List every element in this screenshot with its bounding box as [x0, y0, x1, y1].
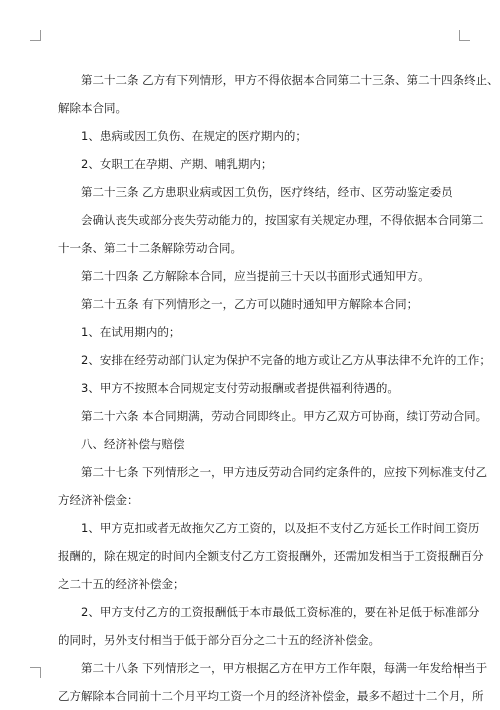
text-line: 1、甲方克扣或者无故拖欠乙方工资的，以及拒不支付乙方延长工作时间工资历: [81, 521, 480, 535]
text-line: 2、甲方支付乙方的工资报酬低于本市最低工资标准的，要在补足低于标准部分: [81, 605, 480, 619]
text-line: 报酬的，除在规定的时间内全额支付乙方工资报酬外，还需加发相当于工资报酬百分: [58, 549, 484, 563]
text-line: 十一条、第二十二条解除劳动合同。: [58, 241, 242, 255]
text-line: 会确认丧失或部分丧失劳动能力的，按国家有关规定办理，不得依据本合同第二: [81, 213, 484, 227]
text-line: 八、经济补偿与赔偿: [81, 437, 185, 451]
crop-mark-top-left: [30, 30, 41, 41]
text-line: 2、安排在经劳动部门认定为保护不完备的地方或让乙方从事法律不允许的工作；: [81, 353, 491, 367]
text-line: 之二十五的经济补偿金；: [58, 577, 185, 591]
text-line: 3、甲方不按照本合同规定支付劳动报酬或者提供福利待遇的。: [81, 381, 399, 395]
text-line: 第二十四条 乙方解除本合同，应当提前三十天以书面形式通知甲方。: [81, 269, 430, 283]
text-line: 方经济补偿金：: [58, 493, 139, 507]
crop-mark-bottom-left: [30, 667, 41, 678]
text-line: 2、女职工在孕期、产期、哺乳期内；: [81, 157, 273, 171]
text-line: 解除本合同。: [58, 101, 127, 115]
text-line: 乙方解除本合同前十二个月平均工资一个月的经济补偿金，最多不超过十二个月，所: [58, 689, 484, 703]
text-line: 1、在试用期内的；: [81, 325, 181, 339]
text-line: 第二十五条 有下列情形之一，乙方可以随时通知甲方解除本合同；: [81, 297, 419, 311]
text-line: 第二十七条 下列情形之一，甲方违反劳动合同约定条件的，应按下列标准支付乙: [81, 465, 488, 479]
document-body: [58, 66, 499, 710]
text-line: 第二十三条 乙方患职业病或因工负伤，医疗终结，经市、区劳动鉴定委员: [81, 185, 453, 199]
text-line: 第二十八条 下列情形之一，甲方根据乙方在甲方工作年限，每满一年发给相当于: [81, 661, 488, 675]
text-line: 的同时，另外支付相当于低于部分百分之二十五的经济补偿金。: [58, 633, 380, 647]
crop-mark-top-right: [459, 30, 470, 41]
text-line: 1、患病或因工负伤、在规定的医疗期内的；: [81, 129, 307, 143]
text-line: 第二十六条 本合同期满，劳动合同即终止。甲方乙双方可协商，续订劳动合同。: [81, 409, 488, 423]
text-line: 第二十二条 乙方有下列情形，甲方不得依据本合同第二十三条、第二十四条终止、: [81, 73, 499, 87]
